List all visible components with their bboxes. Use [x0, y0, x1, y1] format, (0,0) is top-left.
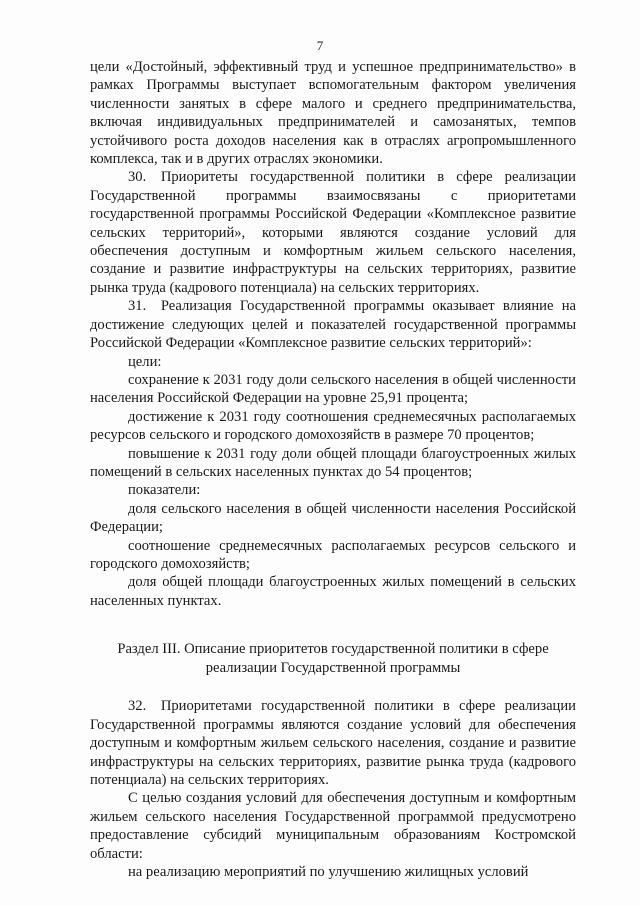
goal-item-2: достижение к 2031 году соотношения среднемесячных располагаемых ресурсов сельского и городского домохозяйств в размере 70 процентов;	[90, 408, 576, 444]
paragraph-housing-measures: на реализацию мероприятий по улучшению жилищных условий	[128, 864, 529, 881]
page-number: 7	[316, 38, 324, 53]
paragraph-32: 32. Приоритетами государственной политики в сфере реализации Государственной программы являются создание условий для обеспечения доступным и комфортным жильем сельского населения, создание и развитие инфраструктуры на сельских территориях, развитие рынка труда (кадрового потенциала) на сельских территориях.	[90, 698, 576, 788]
goal-item-1: сохранение к 2031 году доли сельского населения в общей численности населения Российской Федерации на уровне 25,91 процента;	[90, 371, 576, 407]
indicators-label: показатели:	[128, 482, 201, 499]
paragraph-31: 31. Реализация Государственной программы оказывает влияние на достижение следующих целей и показателей государственной программы Российской Федерации «Комплексное развитие сельских территорий»:	[90, 298, 576, 352]
paragraph-30: 30. Приоритеты государственной политики в сфере реализации Государственной программы взаимосвязаны с приоритетами государственной программы Российской Федерации «Комплексное развитие сельских территорий», которыми являются создание условий для обеспечения доступным и комфортным жильем сельского населения, создание и развитие инфраструктуры на сельских территориях, развитие рынка труда (кадрового потенциала) на сельских территориях.	[90, 169, 576, 296]
section-heading: Раздел III. Описание приоритетов государственной политики в сфере реализации Государственной программы	[117, 641, 549, 676]
indicator-item-1: доля сельского населения в общей численности населения Российской Федерации;	[90, 500, 576, 536]
indicator-item-3: доля общей площади благоустроенных жилых помещений в сельских населенных пунктах.	[90, 574, 576, 609]
document-body	[90, 58, 576, 881]
goals-label: цели:	[128, 353, 162, 370]
indicator-item-2: соотношение среднемесячных располагаемых ресурсов сельского и городского домохозяйств;	[90, 537, 576, 572]
goal-item-3: повышение к 2031 году доли общей площади благоустроенных жилых помещений в сельских населенных пунктах до 54 процентов;	[90, 445, 576, 480]
paragraph-continuation: цели «Достойный, эффективный труд и успешное предпринимательство» в рамках Программы выступает вспомогательным фактором увеличения численности занятых в сфере малого и среднего предпринимательства, включая индивидуальных предпринимателей и самозанятых, темпов устойчивого роста доходов населения как в отраслях агропромышленного комплекса, так и в других отраслях экономики.	[90, 59, 576, 168]
paragraph-subsidies: С целью создания условий для обеспечения доступным и комфортным жильем сельского населения Государственной программой предусмотрено предоставление субсидий муниципальным образованиям Костромской области:	[90, 790, 576, 862]
